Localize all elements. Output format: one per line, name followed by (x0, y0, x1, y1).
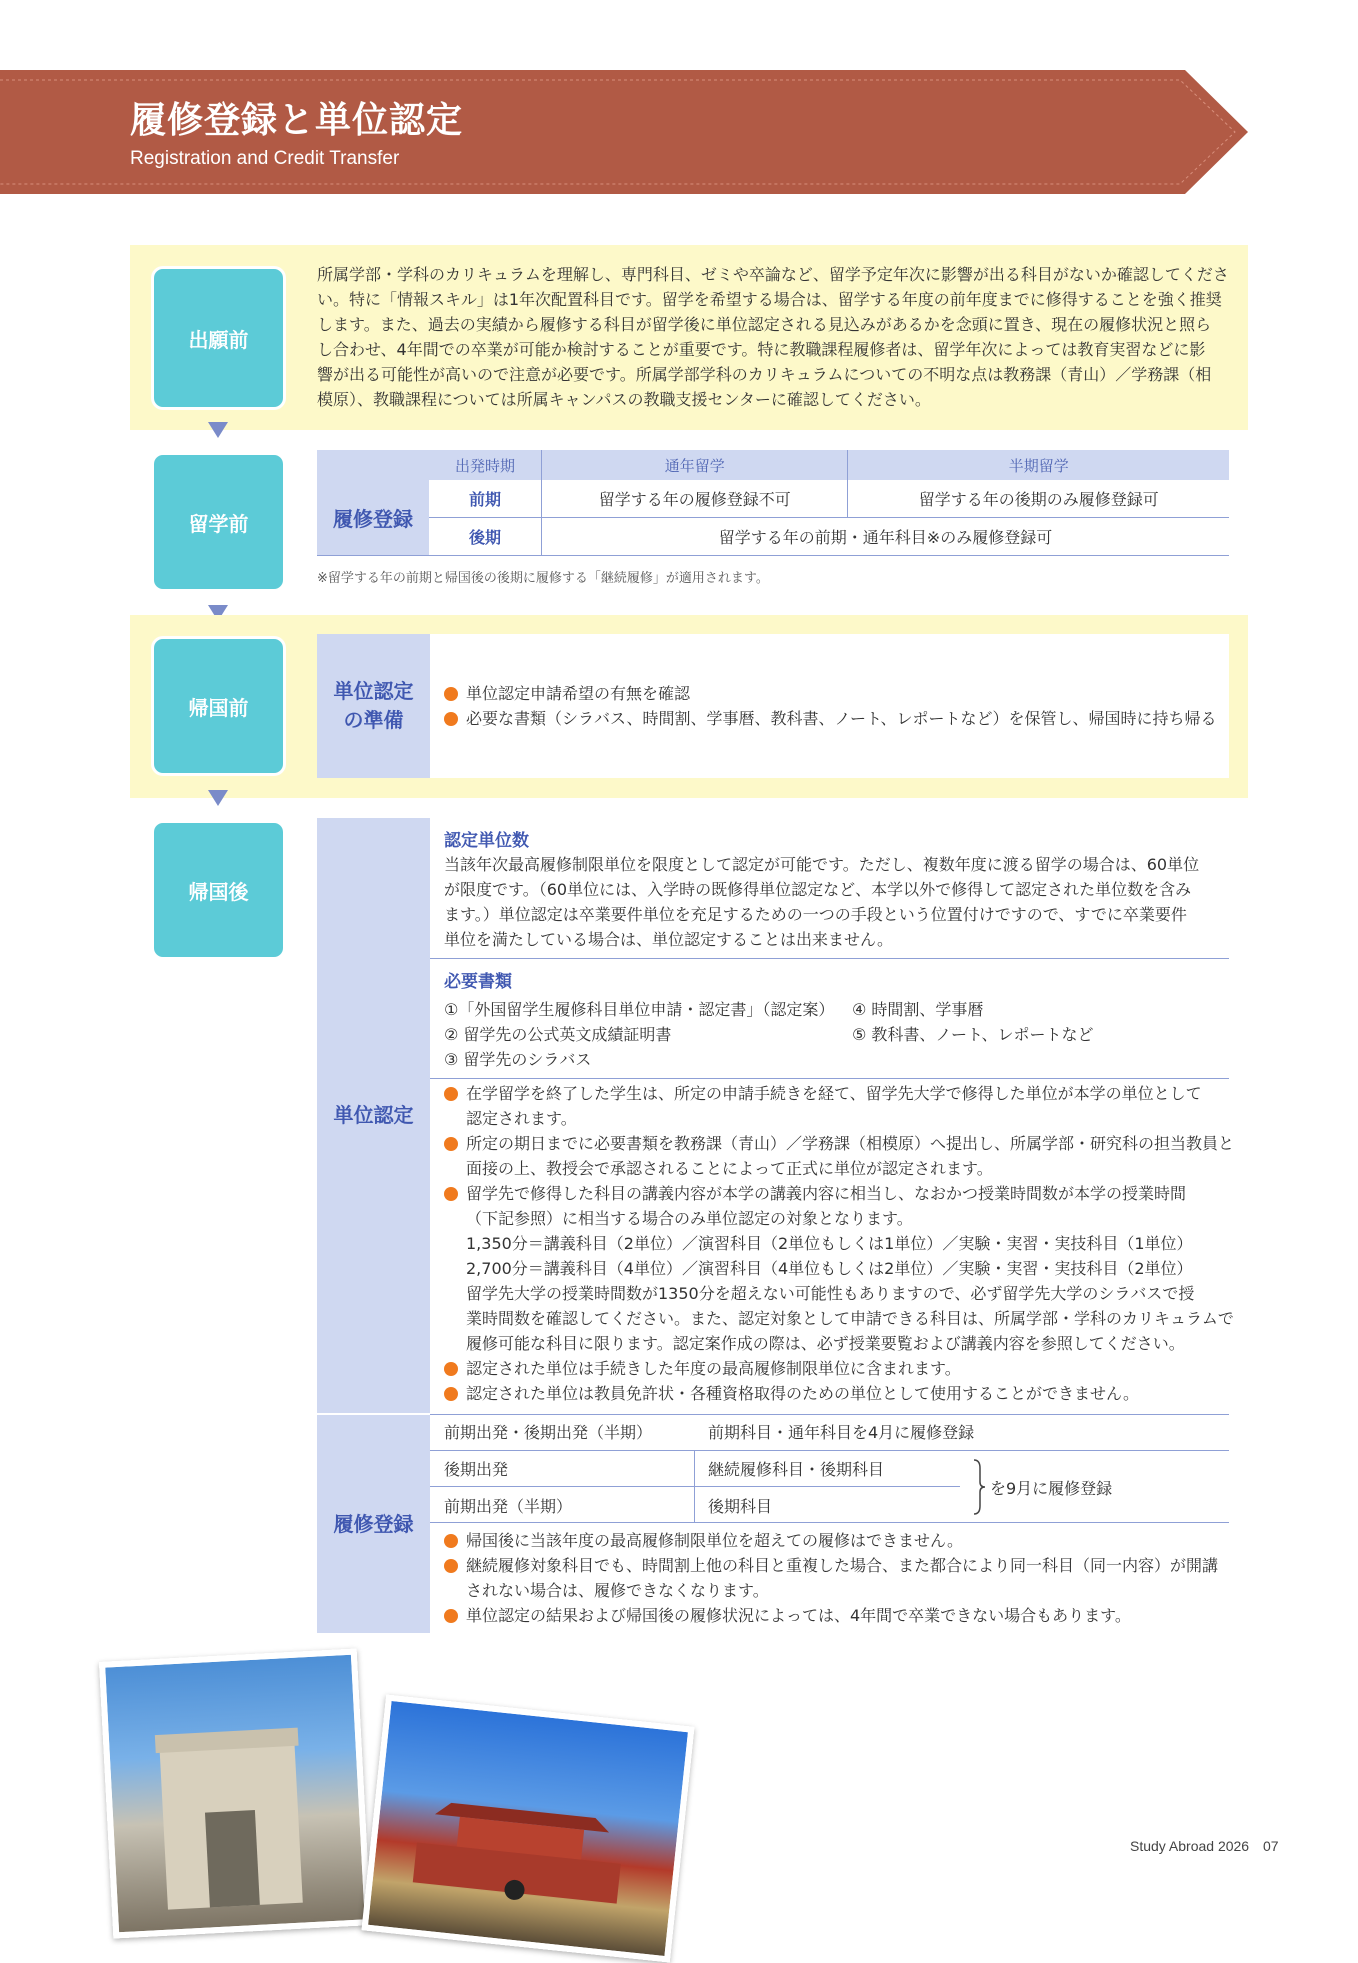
stage-after-return: 帰国後 (151, 820, 286, 960)
before-return-label: 単位認定 の準備 (317, 634, 430, 778)
photo-tiananmen (361, 1694, 694, 1962)
credit-count-title: 認定単位数 (444, 831, 529, 851)
list-item: 単位認定の結果および帰国後の履修状況によっては、4年間で卒業できない場合もあります。 (444, 1603, 1234, 1628)
credit-bullets (444, 1081, 1234, 1406)
row-fall-text: 留学する年の前期・通年科目※のみ履修登録可 (542, 518, 1230, 556)
pre-departure-note: ※留学する年の前期と帰国後の後期に履修する「継続履修」が適用されます。 (317, 571, 769, 586)
divider (430, 1450, 1229, 1451)
doc-item-2: ② 留学先の公式英文成績証明書 (444, 1025, 672, 1044)
doc-item-3: ③ 留学先のシラバス (444, 1050, 592, 1069)
reg-row-3-period: 前期出発（半期） (444, 1497, 573, 1516)
credit-count-text: 当該年次最高履修制限単位を限度として認定が可能です。ただし、複数年度に渡る留学の場合は、60単位 が限度です。（60単位には、入学時の既修得単位認定など、本学以外で修得して認定された単位数を含み ます。）単位認定は卒業要件単位を充足するための一つの手段という位置付けですので、すでに卒業要件 単位を満たしている場合は、単位認定することは出来ません。 (444, 855, 1200, 949)
list-item: 帰国後に当該年度の最高履修制限単位を超えての履修はできません。 (444, 1528, 1234, 1553)
list-item: 認定された単位は手続きした年度の最高履修制限単位に含まれます。 (444, 1356, 1234, 1381)
credit-label: 単位認定 (317, 818, 430, 1413)
pre-departure-label: 履修登録 (317, 480, 429, 556)
stage-pre-application: 出願前 (151, 266, 286, 410)
row-spring-label: 前期 (429, 480, 542, 518)
divider (430, 1414, 1229, 1415)
list-item: 継続履修対象科目でも、時間割上他の科目と重複した場合、また都合により同一科目（同一内容）が開講 されない場合は、履修できなくなります。 (444, 1553, 1234, 1603)
divider (430, 958, 1229, 959)
header-full-year: 通年留学 (542, 450, 848, 480)
pre-application-text: 所属学部・学科のカリキュラムを理解し、専門科目、ゼミや卒論など、留学予定年次に影響が出る科目がないか確認してくださ い。特に「情報スキル」は1年次配置科目です。留学を希望する場合は、留学する年度の前年度までに修得することを強く推奨 します。また、過去の実績から履修する科目が留学後に単位認定される見込みがあるかを念頭に置き、現在の履修状況と照ら し合わせ、4年間での卒業が可能か検討することが重要です。特に教職課程履修者は、留学年次によっては教育実習などに影 響が出る可能性が高いので注意が必要です。所属学部学科のカリキュラムについての不明な点は教務課（青山）／学務課（相 模原）、教職課程については所属キャンパスの教職支援センターに確認してください。 (317, 265, 1229, 409)
row-spring-half: 留学する年の後期のみ履修登録可 (848, 480, 1229, 518)
page-subtitle: Registration and Credit Transfer (130, 148, 400, 169)
row-spring-full: 留学する年の履修登録不可 (542, 480, 848, 518)
docs-title: 必要書類 (444, 972, 512, 992)
brace-icon (972, 1458, 986, 1516)
page-number: 07 (1263, 1838, 1279, 1854)
flow-arrow-3 (208, 790, 228, 806)
before-return-list (444, 681, 1217, 731)
reg-row-2-period: 後期出発 (444, 1460, 509, 1479)
flow-arrow-1 (208, 422, 228, 438)
reg-row-3-subjects: 後期科目 (708, 1497, 773, 1516)
list-item: 在学留学を終了した学生は、所定の申請手続きを経て、留学先大学で修得した単位が本学の単位として 認定されます。 (444, 1081, 1234, 1131)
header-departure-period: 出発時期 (429, 450, 542, 480)
doc-item-5: ⑤ 教科書、ノート、レポートなど (852, 1025, 1094, 1044)
registration-bullets (444, 1528, 1234, 1628)
stage-before-return: 帰国前 (151, 636, 286, 776)
list-item: 留学先で修得した科目の講義内容が本学の講義内容に相当し、なおかつ授業時間数が本学の授業時間 （下記参照）に相当する場合のみ単位認定の対象となります。 1,350分＝講義科目（2単位）／演習科目（2単位もしくは1単位）／実験・実習・実技科目（1単位） 2,700分＝講義科目（4単位）／演習科目（4単位もしくは2単位）／実験・実習・実技科目（2単位） 留学先大学の授業時間数が1350分を超えない可能性もありますので、必ず留学先大学のシラバスで授 業時間数を確認してください。また、認定対象として申請できる科目は、所属学部・学科のカリキュラムで 履修可能な科目に限ります。認定案作成の際は、必ず授業要覧および講義内容を参照してください。 (444, 1181, 1234, 1356)
list-item: 所定の期日までに必要書類を教務課（青山）／学務課（相模原）へ提出し、所属学部・研究科の担当教員と 面接の上、教授会で承認されることによって正式に単位が認定されます。 (444, 1131, 1234, 1181)
doc-item-1: ①「外国留学生履修科目単位申請・認定書」（認定案） (444, 1000, 835, 1019)
list-item: 単位認定申請希望の有無を確認 (444, 681, 1217, 706)
row-fall-label: 後期 (429, 518, 542, 556)
registration-label: 履修登録 (317, 1415, 430, 1633)
reg-row-2-subjects: 継続履修科目・後期科目 (708, 1460, 885, 1479)
divider-vertical (694, 1450, 695, 1522)
divider (430, 1486, 960, 1487)
doc-item-4: ④ 時間割、学事暦 (852, 1000, 984, 1019)
list-item: 必要な書類（シラバス、時間割、学事暦、教科書、ノート、レポートなど）を保管し、帰国時に持ち帰る (444, 706, 1217, 731)
divider (430, 1078, 1229, 1079)
page-title: 履修登録と単位認定 (130, 100, 464, 141)
pre-departure-table (317, 450, 1229, 556)
stage-pre-departure: 留学前 (151, 452, 286, 592)
reg-brace-text: を9月に履修登録 (990, 1479, 1113, 1498)
reg-row-1-subjects: 前期科目・通年科目を4月に履修登録 (708, 1423, 975, 1442)
footer (1130, 1838, 1279, 1854)
list-item: 認定された単位は教員免許状・各種資格取得のための単位として使用することができません。 (444, 1381, 1234, 1406)
divider (430, 1522, 1229, 1523)
footer-text: Study Abroad 2026 (1130, 1838, 1250, 1854)
header-half-year: 半期留学 (848, 450, 1229, 480)
reg-row-1-period: 前期出発・後期出発（半期） (444, 1423, 653, 1442)
photo-arc-de-triomphe (99, 1648, 371, 1938)
